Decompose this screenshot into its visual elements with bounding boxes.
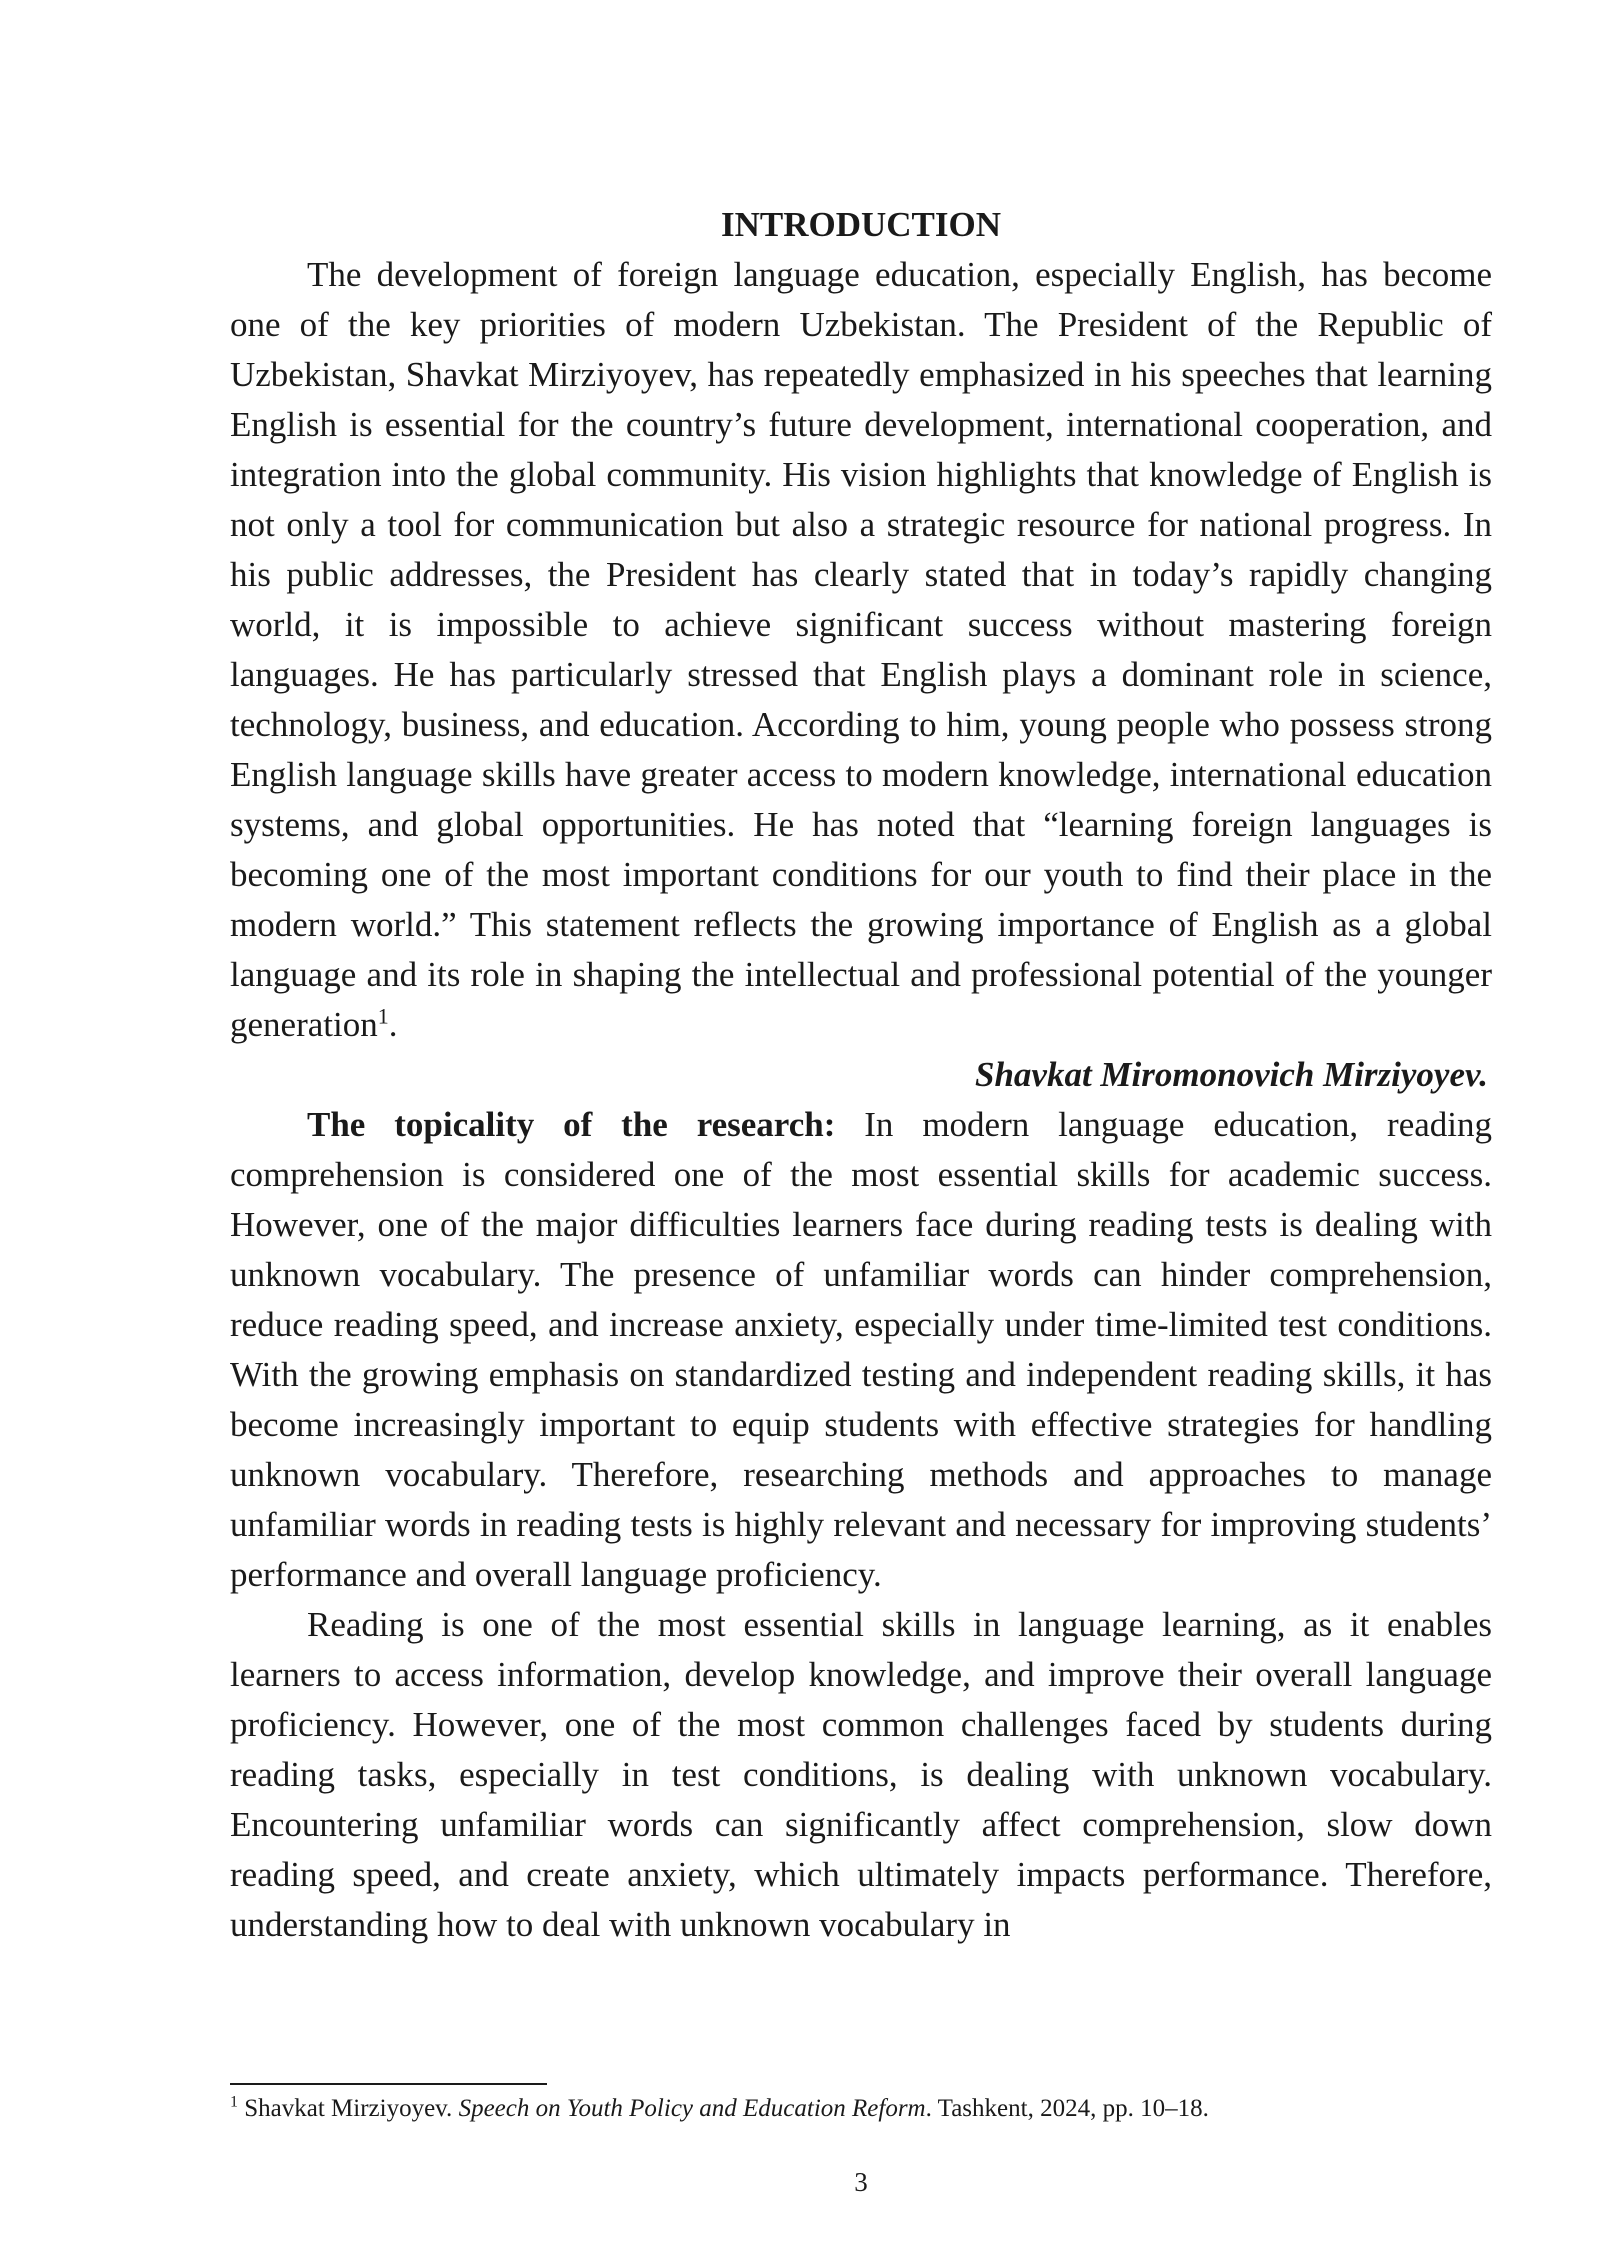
intro-paragraph-text: The development of foreign language education, especially English, has become one of the key priorities of modern Uzbekistan. The President of the Republic of Uzbekistan, Shavkat Mirziyoyev, has repeatedly emphasized in his speeches that learning English is essential for the country’s future development, international cooperation, and integration into the global community. His vision highlights that knowledge of English is not only a tool for communication but also a strategic resource for national progress. In his public addresses, the President has clearly stated that in today’s rapidly changing world, it is impossible to achieve significant success without mastering foreign languages. He has particularly stressed that English plays a dominant role in science, technology, business, and education. According to him, young people who possess strong English language skills have greater access to modern knowledge, international education systems, and global opportunities. He has noted that “learning foreign languages is becoming one of the most important conditions for our youth to find their place in the modern world.” This statement reflects the growing importance of English as a global language and its role in shaping the intellectual and professional potential of the younger generation bbox=[230, 255, 1492, 1044]
page-number: 3 bbox=[854, 2167, 868, 2197]
footnote-reference: 1 bbox=[377, 1003, 389, 1029]
intro-paragraph-end: . bbox=[388, 1005, 398, 1044]
intro-paragraph bbox=[230, 250, 1492, 1050]
footnote-author: Shavkat Mirziyoyev. bbox=[238, 2095, 459, 2122]
footnote bbox=[230, 2091, 1492, 2127]
topicality-text: In modern language education, reading comprehension is considered one of the most essential skills for academic success. However, one of the major difficulties learners face during reading tests is dealing with unknown vocabulary. The presence of unfamiliar words can hinder comprehension, reduce reading speed, and increase anxiety, especially under time-limited test conditions. With the growing emphasis on standardized testing and independent reading skills, it has become increasingly important to equip students with effective strategies for handling unknown vocabulary. Therefore, researching methods and approaches to manage unfamiliar words in reading tests is highly relevant and necessary for improving students’ performance and overall language proficiency. bbox=[230, 1105, 1492, 1594]
section-title: INTRODUCTION bbox=[720, 205, 1002, 244]
footnote-divider bbox=[230, 2083, 547, 2085]
page-body bbox=[230, 200, 1492, 1950]
signature: Shavkat Miromonovich Mirziyoyev. bbox=[974, 1055, 1488, 1094]
footnote-work-title: Speech on Youth Policy and Education Reform bbox=[458, 2095, 926, 2122]
topicality-lead: The topicality of the research: bbox=[307, 1105, 836, 1144]
reading-paragraph: Reading is one of the most essential skills in language learning, as it enables learners to access information, develop knowledge, and improve their overall language proficiency. However, one of the most common challenges faced by students during reading tasks, especially in test conditions, is dealing with unknown vocabulary. Encountering unfamiliar words can significantly affect comprehension, slow down reading speed, and create anxiety, which ultimately impacts performance. Therefore, understanding how to deal with unknown vocabulary in bbox=[230, 1605, 1492, 1944]
footnote-number: 1 bbox=[230, 2093, 238, 2111]
footnote-details: . Tashkent, 2024, pp. 10–18. bbox=[925, 2095, 1209, 2122]
topicality-paragraph bbox=[230, 1100, 1492, 1600]
